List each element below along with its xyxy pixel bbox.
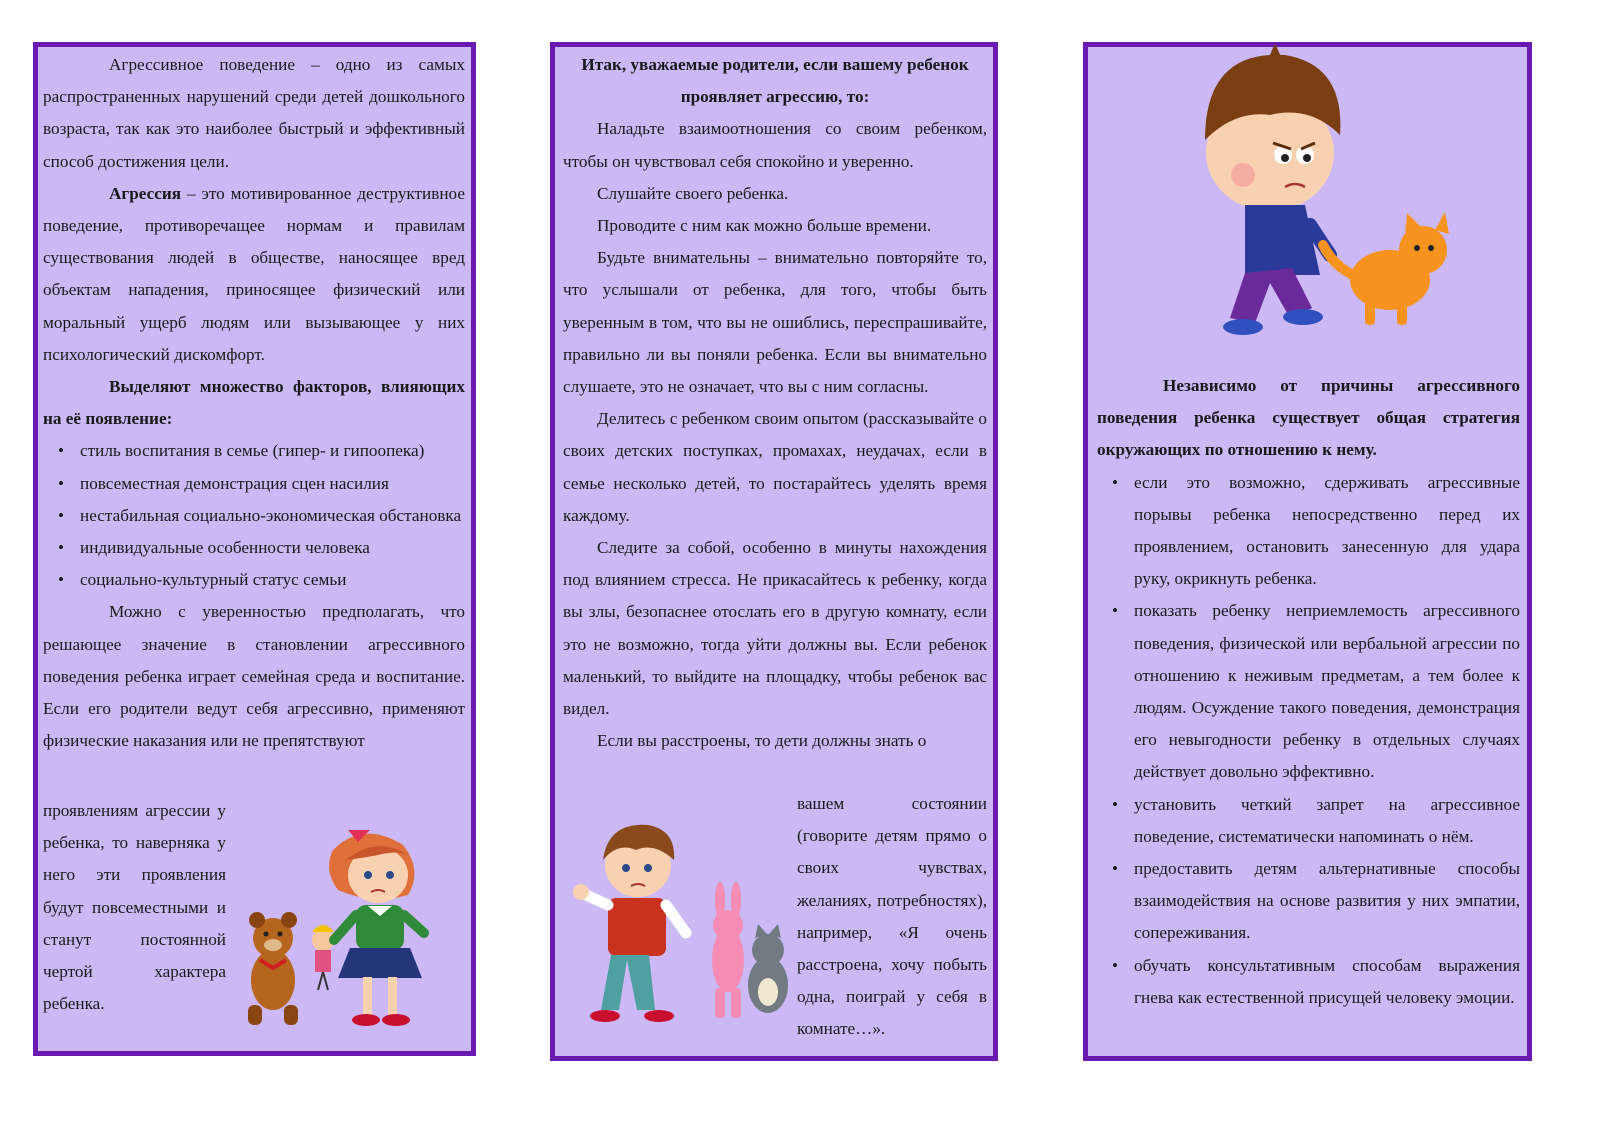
factors-list [43, 435, 465, 596]
list-item: • установить четкий запрет на агрессивное поведение, систематически напоминать о нём. [1134, 789, 1520, 853]
strategy-list [1097, 467, 1520, 1014]
girl-icon [329, 830, 424, 1026]
family-paragraph-continued: проявлениям агрессии у ребенка, то наверняка у него эти проявления будут повсеместными и станут постоянной чертой характера ребенка. [43, 801, 226, 1014]
advice-paragraph: Проводите с ним как можно больше времени. [597, 216, 932, 236]
advice-paragraph: Делитесь с ребенком своим опытом (рассказывайте о своих детских поступках, промахах, неудачах, если в семье несколько детей, то постарайтесь уделять время каждому. [563, 409, 987, 525]
cat-icon [1323, 212, 1449, 325]
parents-heading: Итак, уважаемые родители, если вашему ребенок проявляет агрессию, то: [581, 55, 969, 107]
advice-paragraph-last-continued: вашем состоянии (говорите детям прямо о своих чувствах, желаниях, потребностях), например, «Я очень расстроена, хочу побыть одна, поиграй у себя в комнате…». [797, 794, 987, 1039]
advice-paragraph: Следите за собой, особенно в минуты нахождения под влиянием стресса. Не прикасайтесь к ребенку, когда вы злы, безопаснее отослать его в другую комнату, если это не возможно, тогда уйти должны вы. Если ребенок маленький, то выйдите на площадку, чтобы ребенок вас видел. [563, 538, 987, 719]
family-paragraph: Можно с уверенностью предполагать, что решающее значение в становлении агрессивного поведения ребенка играет семейная среда и воспитание. Если его родители ведут себя агрессивно, применяют физические наказания или не препятствуют [43, 602, 465, 751]
aggression-term: Агрессия [109, 183, 182, 203]
bunny-toy-icon [712, 882, 744, 1018]
aggression-definition [43, 178, 465, 371]
strategy-heading: Независимо от причины агрессивного поведения ребенка существует общая стратегия окружающих по отношению к нему. [1097, 376, 1520, 460]
doll-icon [312, 925, 334, 990]
boy-icon [573, 825, 686, 1022]
factors-heading: Выделяют множество факторов, влияющих на её появление: [43, 377, 465, 429]
teddy-bear-icon [248, 912, 298, 1025]
list-item: • показать ребенку неприемлемость агрессивного поведения, физической или вербальной агрессии по отношению к неживым предметам, а тем более к людям. Осуждение такого поведения, демонстрация его невыгодности ребенку в отдельных случаях действует довольно эффективно. [1134, 595, 1520, 788]
advice-paragraph-last: Если вы расстроены, то дети должны знать о [597, 731, 927, 751]
advice-paragraph: Наладьте взаимоотношения со своим ребенком, чтобы он чувствовал себя спокойно и уверенно. [563, 119, 987, 171]
intro-paragraph: Агрессивное поведение – одно из самых распространенных нарушений среди детей дошкольного возраста, так как это наиболее быстрый и эффективный способ достижения цели. [43, 55, 465, 171]
list-item: • социально-культурный статус семьи [80, 564, 465, 596]
list-item: • если это возможно, сдерживать агрессивные порывы ребенка непосредственно перед их проявлением, остановить занесенную для удара руку, окрикнуть ребенка. [1134, 467, 1520, 596]
panel-right-text [1097, 370, 1520, 1014]
panel-left-text [43, 49, 465, 757]
list-item: • нестабильная социально-экономическая обстановка [80, 500, 465, 532]
list-item: • обучать консультативным способам выражения гнева как естественной присущей человеку эмоции. [1134, 950, 1520, 1014]
aggression-definition-text: – это мотивированное деструктивное поведение, противоречащее нормам и правилам существования людей в обществе, наносящее вред объектам нападения, приносящее физический или моральный ущерб людям или вызывающее у них психологический дискомфорт. [43, 183, 465, 364]
angry-boy-icon [1205, 45, 1340, 335]
kitten-toy-icon [748, 924, 788, 1013]
panel-left-narrow-text [43, 795, 226, 1020]
list-item: • индивидуальные особенности человека [80, 532, 465, 564]
list-item: • предоставить детям альтернативные способы взаимодействия на основе развития у них эмпатии, сопереживания. [1134, 853, 1520, 950]
advice-paragraph: Слушайте своего ребенка. [597, 183, 789, 203]
panel-middle-narrow-text [797, 788, 987, 1046]
boy-pulling-cat-illustration [1185, 45, 1455, 345]
list-item: • стиль воспитания в семье (гипер- и гипоопека) [80, 435, 465, 467]
list-item: • повсеместная демонстрация сцен насилия [80, 468, 465, 500]
girl-with-toys-illustration [228, 820, 463, 1045]
panel-middle-text [563, 49, 987, 757]
boy-with-toys-illustration [563, 820, 793, 1035]
advice-paragraph: Будьте внимательны – внимательно повторяйте то, что услышали от ребенка, для того, чтобы быть уверенным в том, что вы не ошиблись, переспрашивайте, правильно ли вы поняли ребенка. Если вы внимательно слушаете, это не означает, что вы с ним согласны. [563, 248, 987, 397]
